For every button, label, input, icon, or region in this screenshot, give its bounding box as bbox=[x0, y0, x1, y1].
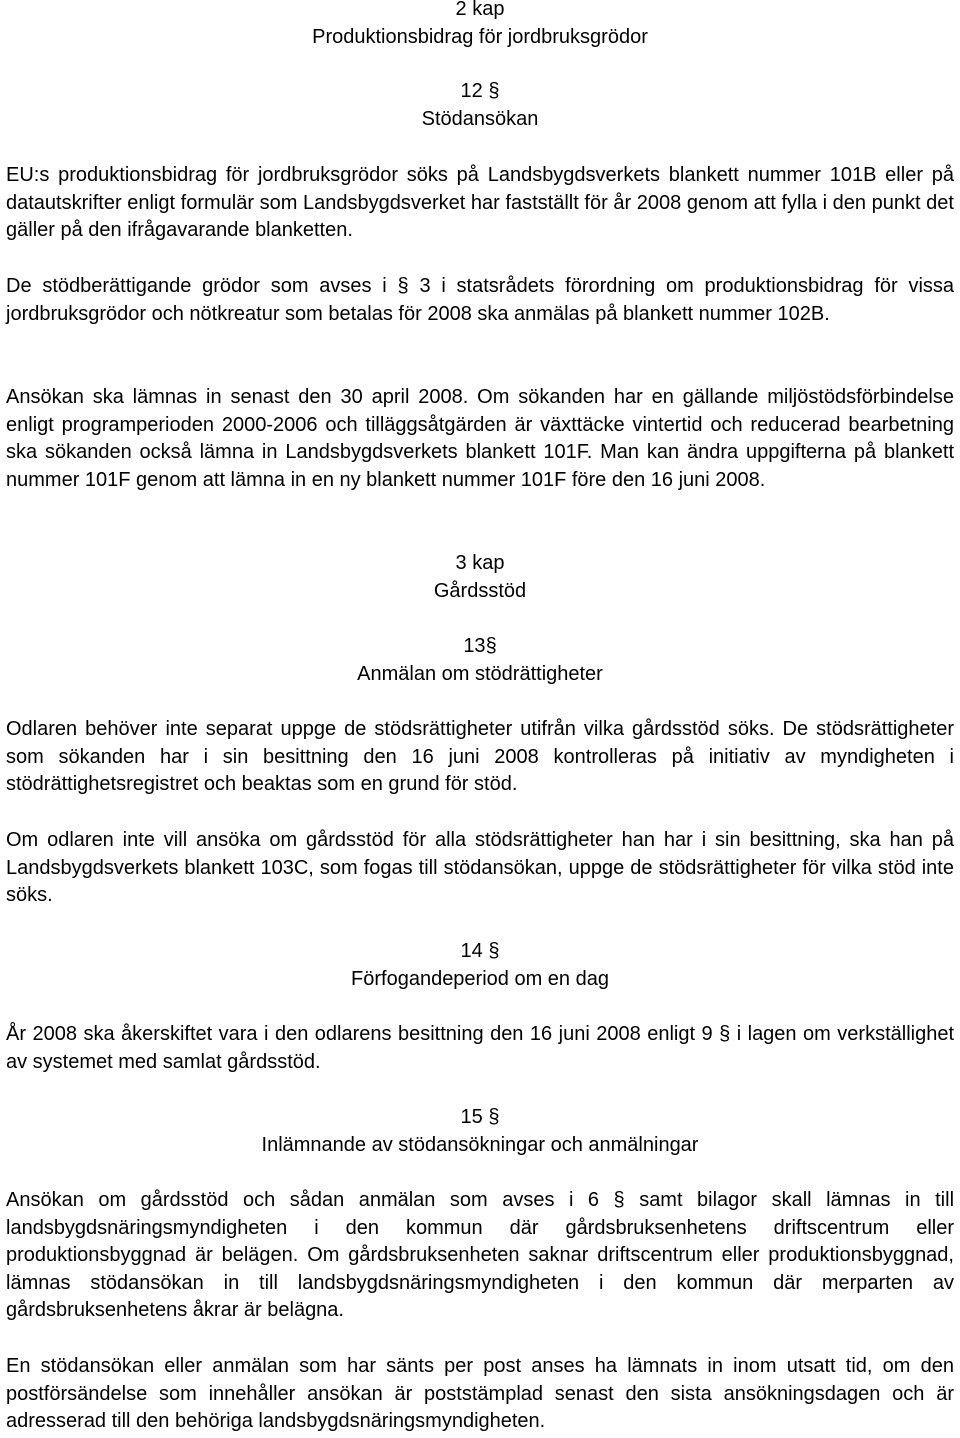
section-13-paragraph-2: Om odlaren inte vill ansöka om gårdsstöd för alla stödsrättigheter han har i sin besittning, ska han på Landsbygdsverkets blankett 103C, som fogas till stödansökan, uppge de stödsrättigheter för vilka stöd inte söks. bbox=[6, 829, 954, 907]
section-14-paragraph-1: År 2008 ska åkerskiftet vara i den odlarens besittning den 16 juni 2008 enligt 9 § i lagen om verkställighet av systemet med samlat gårdsstöd. bbox=[6, 1023, 955, 1073]
chapter-3-header bbox=[0, 550, 960, 605]
section-symbol: § bbox=[488, 940, 500, 962]
section-number: 14 § bbox=[460, 940, 500, 962]
section-15-header bbox=[0, 1104, 960, 1159]
section-13-header bbox=[0, 633, 960, 688]
section-title: Anmälan om stödrättigheter bbox=[357, 662, 603, 685]
section-number: 15 § bbox=[460, 1106, 500, 1128]
section-title: Förfogandeperiod om en dag bbox=[351, 967, 609, 990]
section-title: Stödansökan bbox=[421, 107, 539, 130]
section-13-paragraph-1: Odlaren behöver inte separat uppge de stödsrättigheter utifrån vilka gårdsstöd söks. De stödsrättigheter som sökanden har i sin besittning den 16 juni 2008 kontrolleras på initiativ av myndigheten i stödrättighetsregistret och beaktas som en grund för stöd. bbox=[6, 718, 954, 796]
section-14-header bbox=[0, 938, 960, 993]
section-symbol: § bbox=[488, 80, 500, 102]
section-symbol: § bbox=[397, 275, 409, 297]
section-title: Inlämnande av stödansökningar och anmälningar bbox=[261, 1133, 699, 1156]
section-15-paragraph-1: Ansökan om gårdsstöd och sådan anmälan som avses i 6 § samt bilagor skall lämnas in till landsbygdsnäringsmyndigheten i den kommun där gårdsbruksenhetens driftscentrum eller produktionsbyggnad är belägen. Om gårdsbruksenheten saknar driftscentrum eller produktionsbyggnad, lämnas stödansökan in till landsbygdsnäringsmyndigheten i den kommun där merparten av gårdsbruksenhetens åkrar är belägna. bbox=[6, 1189, 955, 1322]
section-12-paragraph-1: EU:s produktionsbidrag för jordbruksgrödor söks på Landsbygdsverkets blankett nummer 101B eller på datautskrifter enligt formulär som Landsbygdsverket har fastställt för år 2008 genom att fylla i den punkt det gäller på den ifrågavarande blanketten. bbox=[6, 164, 954, 242]
section-12-paragraph-3: Ansökan ska lämnas in senast den 30 april 2008. Om sökanden har en gällande miljöstödsförbindelse enligt programperioden 2000-2006 och tilläggsåtgärden är växttäcke vintertid och reducerad bearbetning ska sökanden också lämna in Landsbygdsverkets blankett 101F. Man kan ändra uppgifterna på blankett nummer 101F genom att lämna in en ny blankett nummer 101F före den 16 juni 2008. bbox=[6, 386, 954, 491]
section-12-header bbox=[0, 78, 960, 133]
section-symbol: § bbox=[488, 1106, 500, 1128]
chapter-heading: 2 kap bbox=[455, 0, 505, 20]
section-number: 12 § bbox=[460, 80, 500, 102]
section-symbol: § bbox=[613, 1189, 625, 1211]
section-15-paragraph-2: En stödansökan eller anmälan som har sänts per post anses ha lämnats in inom utsatt tid, om den postförsändelse som innehåller ansökan är poststämplad senast den sista ansökningsdagen och är adresserad till den behöriga landsbygdsnäringsmyndigheten. bbox=[6, 1355, 954, 1433]
section-number: 13§ bbox=[463, 635, 497, 657]
chapter-title: Gårdsstöd bbox=[433, 579, 527, 602]
chapter-heading: 3 kap bbox=[455, 552, 505, 574]
chapter-2-header bbox=[0, 0, 960, 51]
section-12-paragraph-2: De stödberättigande grödor som avses i § 3 i statsrådets förordning om produktionsbidrag för vissa jordbruksgrödor och nötkreatur som betalas för 2008 ska anmälas på blankett nummer 102B. bbox=[6, 275, 955, 325]
section-symbol: § bbox=[719, 1023, 731, 1045]
chapter-title: Produktionsbidrag för jordbruksgrödor bbox=[312, 25, 648, 48]
section-symbol: § bbox=[485, 635, 497, 657]
